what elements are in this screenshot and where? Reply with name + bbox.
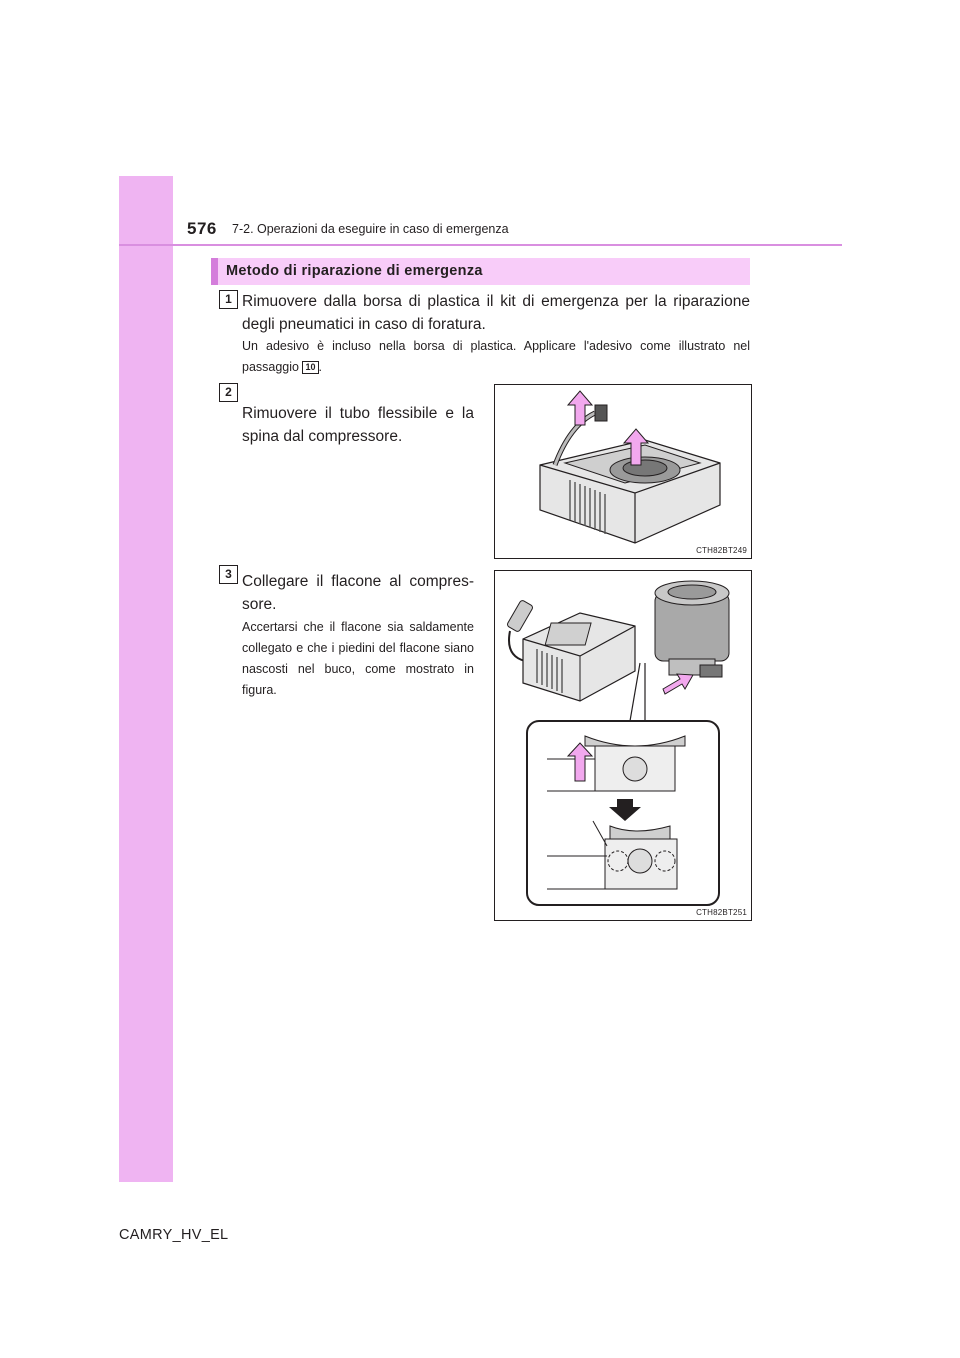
bottle-illustration (495, 571, 751, 920)
step-1-number: 1 (219, 290, 238, 309)
footer-model-code: CAMRY_HV_EL (119, 1227, 229, 1243)
figure-code-251: CTH82BT251 (696, 908, 747, 917)
page-number: 576 (187, 219, 217, 238)
step-3-text-line1: Collegare il flacone al compres- (242, 573, 474, 590)
section-header-accent-bar (211, 258, 218, 285)
step-reference-box: 10 (302, 361, 318, 374)
chapter-title: 7-2. Operazioni da eseguire in caso di emergenza (232, 222, 509, 236)
step-1-note (242, 336, 750, 378)
section-title: Metodo di riparazione di emergenza (226, 263, 483, 279)
section-header (211, 258, 750, 285)
step-2-text: Rimuovere il tubo flessibile e la spina dal compressore. (242, 405, 474, 445)
compressor-illustration (495, 385, 751, 558)
step-3-note: Accertarsi che il flacone sia saldamente collegato e che i piedini del flacone siano nascosti nel buco, come mostrato in figura. (242, 620, 474, 697)
figure-code-249: CTH82BT249 (696, 546, 747, 555)
step-1-text: Rimuovere dalla borsa di plastica il kit di emergenza per la riparazione degli pneumatici in caso di foratura. (242, 293, 750, 333)
figure-bottle-attach (494, 570, 752, 921)
step-3-number: 3 (219, 565, 238, 584)
step-3-text-line2: sore. (242, 596, 277, 613)
header-divider (119, 244, 842, 246)
step-2-number: 2 (219, 383, 238, 402)
sidebar-tab (119, 176, 173, 1182)
step-1-note-end: . (318, 360, 322, 374)
step-1-note-text: Un adesivo è incluso nella borsa di plastica. Applicare l'adesivo come illustrato nel passaggio (242, 339, 750, 374)
figure-compressor-hose (494, 384, 752, 559)
